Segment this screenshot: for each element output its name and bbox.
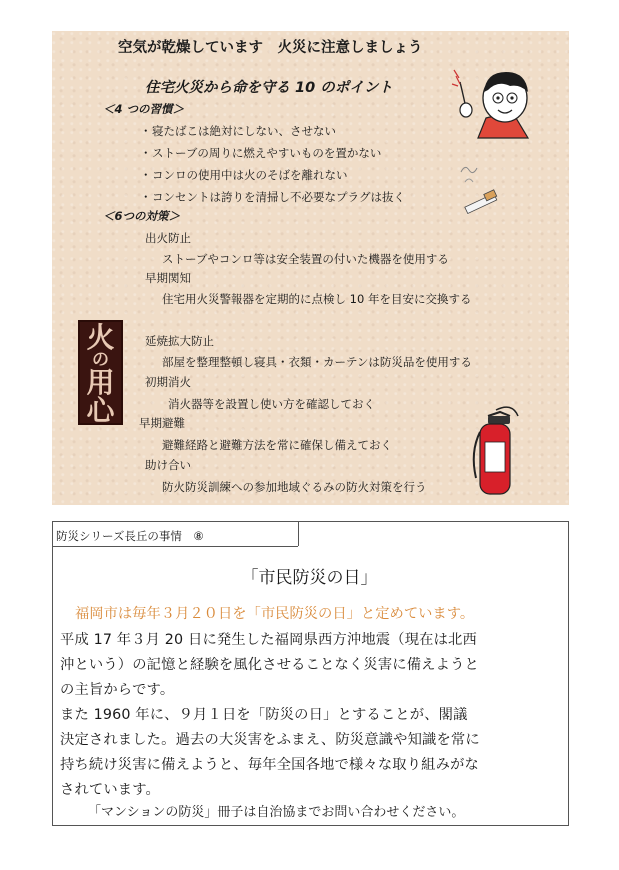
article-line: 沖という）の記憶と経験を風化させることなく災害に備えようと xyxy=(60,657,479,673)
habit-item: ・コンセントは誇りを清掃し不必要なプラグは抜く xyxy=(140,190,405,204)
habit-item: ・寝たばこは絶対にしない、させない xyxy=(140,124,336,138)
article-line: 平成 17 年３月 20 日に発生した福岡県西方沖地震（現在は北西 xyxy=(60,632,477,648)
cigarette-icon xyxy=(455,160,505,220)
series-divider-vertical xyxy=(298,521,299,546)
measure-detail: 消火器等を設置し使い方を確認しておく xyxy=(168,397,375,411)
article-line: の主旨からです。 xyxy=(60,682,175,698)
measure-title: 早期避難 xyxy=(139,416,185,430)
habit-item: ・ストーブの周りに燃えやすいものを置かない xyxy=(140,146,382,160)
series-label: 防災シリーズ長丘の事情 ⑧ xyxy=(56,529,204,543)
measure-title: 延焼拡大防止 xyxy=(145,334,214,348)
article-note: 「マンションの防災」冊子は自治協までお問い合わせください。 xyxy=(88,805,465,820)
measure-detail: ストーブやコンロ等は安全装置の付いた機器を使用する xyxy=(162,252,449,266)
measure-title: 初期消火 xyxy=(145,375,191,389)
hi-no-youjin-poster: 火 の 用 心 xyxy=(78,320,123,425)
habits-heading: ＜4 つの習慣＞ xyxy=(103,102,185,116)
series-divider xyxy=(52,546,298,547)
measure-title: 早期関知 xyxy=(145,271,191,285)
measure-title: 助け合い xyxy=(145,458,191,472)
cartoon-boy-icon xyxy=(448,60,544,140)
habit-item: ・コンロの使用中は火のそばを離れない xyxy=(140,168,348,182)
article-line: されています。 xyxy=(60,782,160,798)
measures-heading: ＜6つの対策＞ xyxy=(103,209,181,223)
measure-detail: 部屋を整理整頓し寝具・衣類・カーテンは防災品を使用する xyxy=(162,355,472,369)
panel-subtitle: 住宅火災から命を守る 10 のポイント xyxy=(145,80,393,96)
fire-extinguisher-icon xyxy=(466,402,526,502)
panel-title: 空気が乾燥しています 火災に注意しましょう xyxy=(118,40,423,56)
article-line: また 1960 年に、９月１日を「防災の日」とすることが、閣議 xyxy=(60,707,468,723)
measure-detail: 住宅用火災警報器を定期的に点検し 10 年を目安に交換する xyxy=(162,292,472,306)
measure-detail: 避難経路と避難方法を常に確保し備えておく xyxy=(162,438,392,452)
article-lead: 福岡市は毎年３月２０日を「市民防災の日」と定めています。 xyxy=(75,606,475,622)
measure-title: 出火防止 xyxy=(145,231,191,245)
measure-detail: 防火防災訓練への参加地域ぐるみの防火対策を行う xyxy=(162,480,427,494)
article-line: 決定されました。過去の大災害をふまえ、防災意識や知識を常に xyxy=(60,732,480,748)
article-line: 持ち続け災害に備えようと、毎年全国各地で様々な取り組みがな xyxy=(60,757,479,773)
article-title: 「市民防災の日」 xyxy=(241,568,378,588)
